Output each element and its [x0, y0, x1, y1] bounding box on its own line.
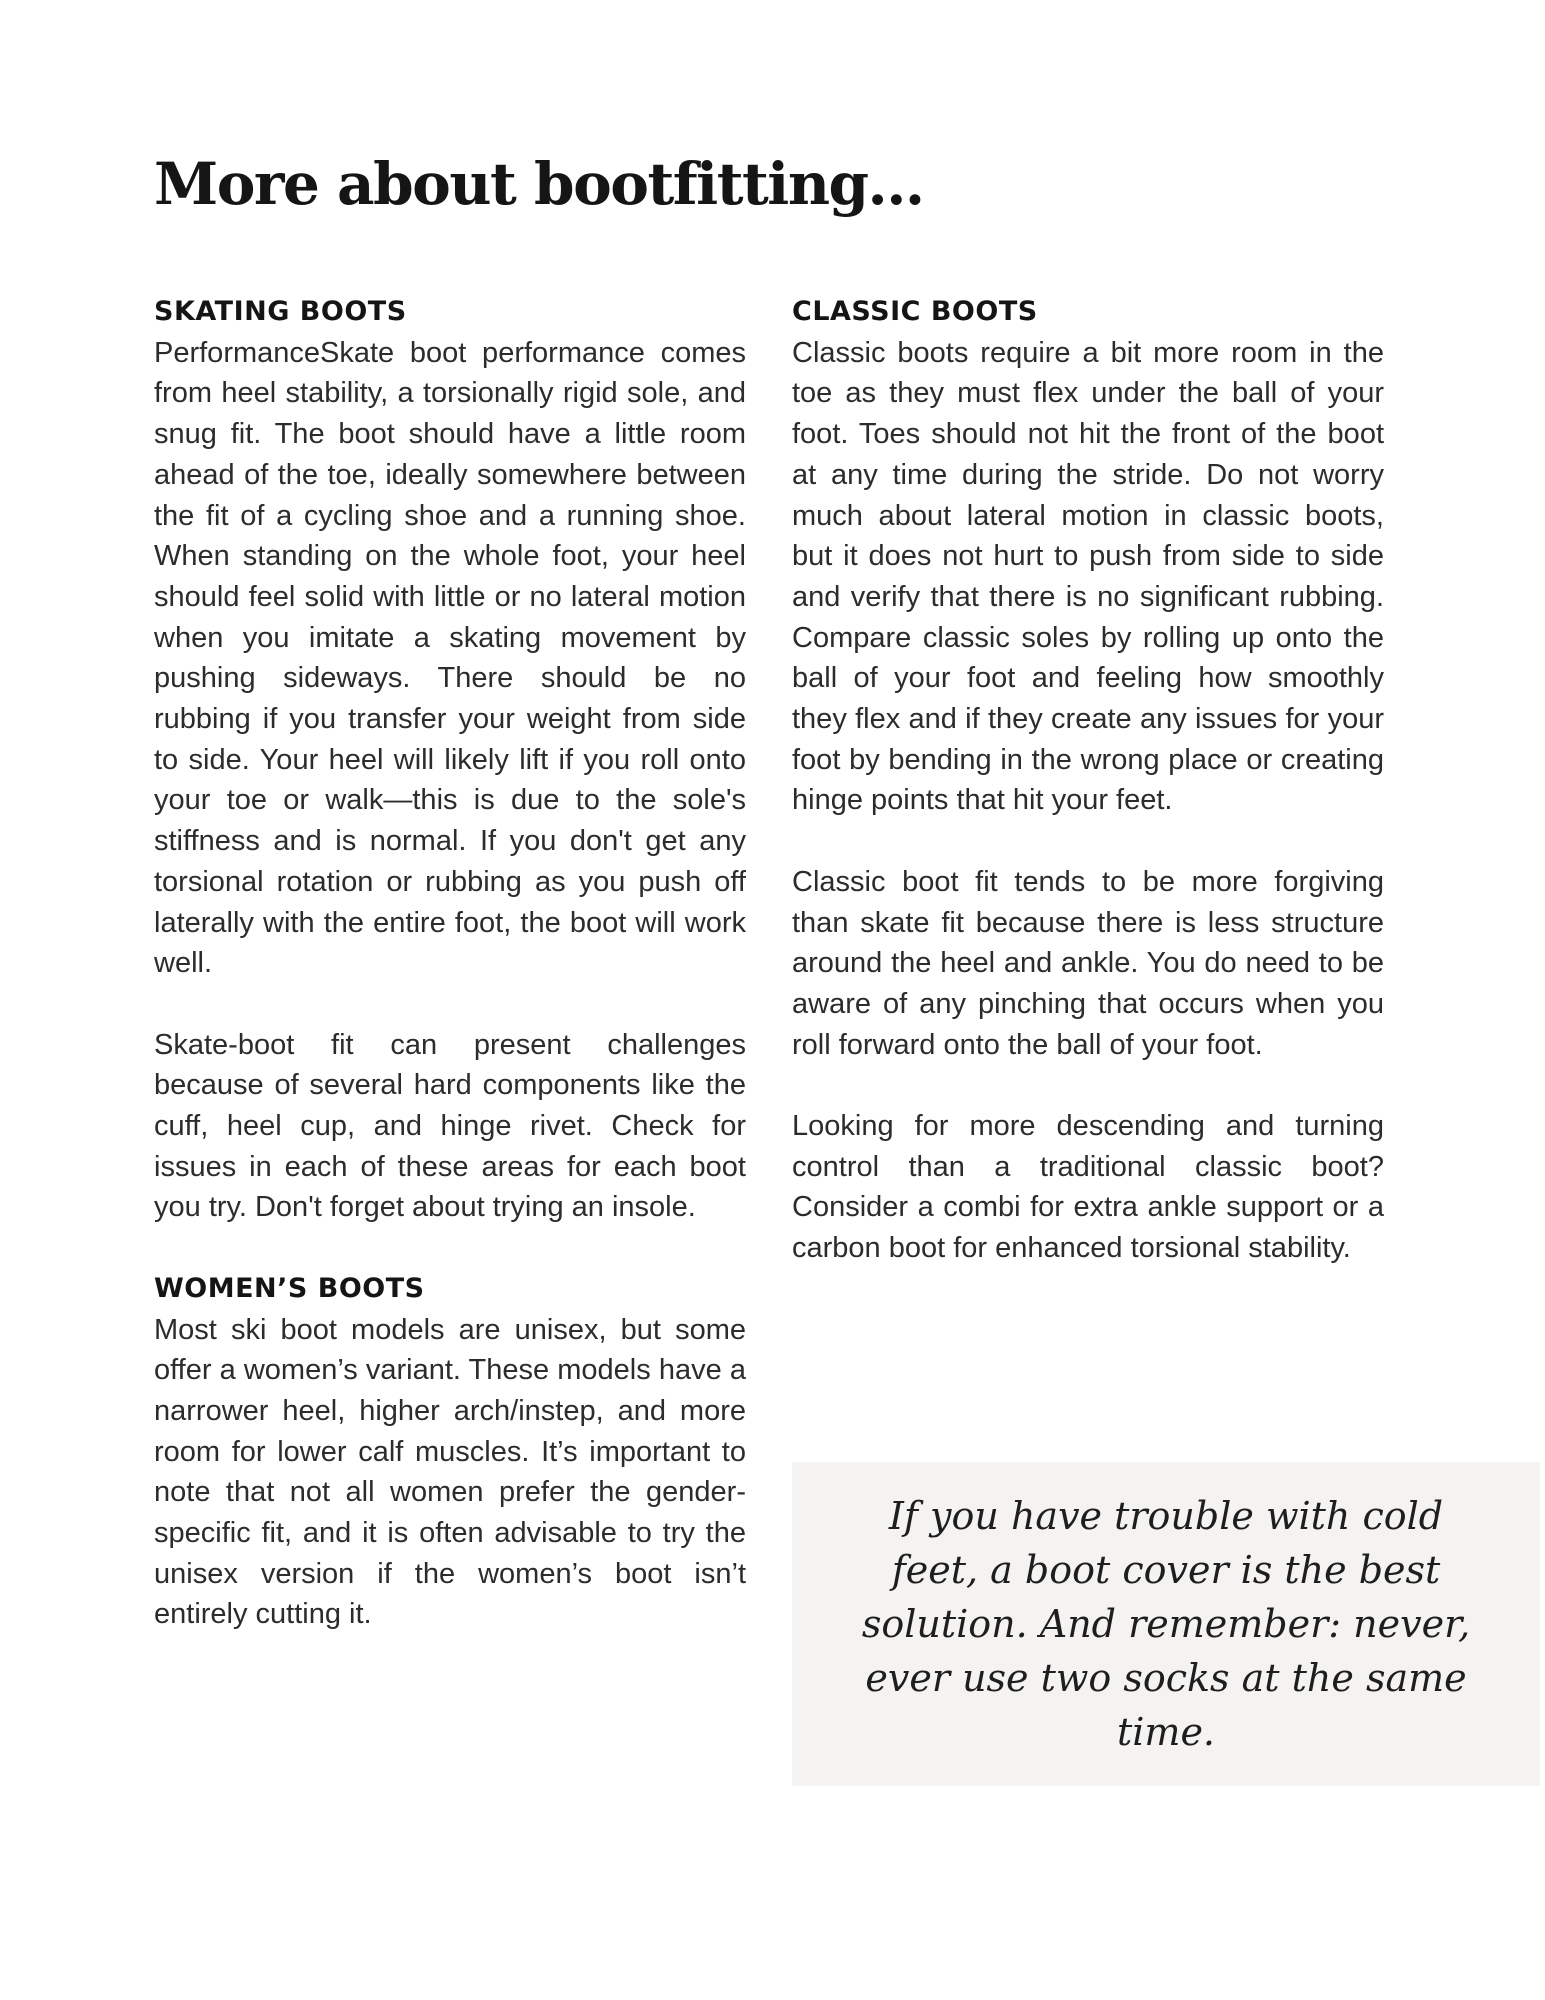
- left-column: [154, 292, 746, 1635]
- page-title: More about bootfitting...: [154, 150, 924, 218]
- skating-boots-paragraph-2: Skate-boot fit can present challenges because of several hard components like the cuff, heel cup, and hinge rivet. Check for issues in each of these areas for each boot you try. Don't forget about trying an insole.: [154, 1028, 746, 1224]
- right-column: [792, 292, 1384, 1269]
- cold-feet-callout-box: [792, 1462, 1540, 1786]
- classic-boots-heading: CLASSIC BOOTS: [792, 296, 1038, 327]
- classic-boots-paragraph-2: Classic boot fit tends to be more forgiving than skate fit because there is less structure around the heel and ankle. You do need to be aware of any pinching that occurs when you roll forward onto the ball of your foot.: [792, 865, 1384, 1061]
- skating-boots-heading: SKATING BOOTS: [154, 296, 407, 327]
- classic-boots-paragraph-3: Looking for more descending and turning control than a traditional classic boot? Consider a combi for extra ankle support or a carbon boot for enhanced torsional stability.: [792, 1110, 1384, 1265]
- classic-boots-paragraph-1: Classic boots require a bit more room in the toe as they must flex under the ball of your foot. Toes should not hit the front of the boot at any time during the stride. Do not worry much about lateral motion in classic boots, but it does not hurt to push from side to side and verify that there is no significant rubbing. Compare classic soles by rolling up onto the ball of your foot and feeling how smoothly they flex and if they create any issues for your foot by bending in the wrong place or creating hinge points that hit your feet.: [792, 336, 1384, 817]
- callout-quote: If you have trouble with cold feet, a boot cover is the best solution. And remember: never, ever use two socks at the same time.: [861, 1494, 1471, 1754]
- womens-boots-heading: WOMEN’S BOOTS: [154, 1272, 425, 1304]
- skating-boots-paragraph-1: PerformanceSkate boot performance comes from heel stability, a torsionally rigid sole, and snug fit. The boot should have a little room ahead of the toe, ideally somewhere between the fit of a cycling shoe and a running shoe. When standing on the whole foot, your heel should feel solid with little or no lateral motion when you imitate a skating movement by pushing sideways. There should be no rubbing if you transfer your weight from side to side. Your heel will likely lift if you roll onto your toe or walk—this is due to the sole's stiffness and is normal. If you don't get any torsional rotation or rubbing as you push off laterally with the entire foot, the boot will work well.: [154, 336, 746, 980]
- womens-boots-paragraph-1: Most ski boot models are unisex, but some offer a women’s variant. These models have a narrower heel, higher arch/instep, and more room for lower calf muscles. It’s important to note that not all women prefer the gender-specific fit, and it is often advisable to try the unisex version if the women’s boot isn’t entirely cutting it.: [154, 1313, 746, 1631]
